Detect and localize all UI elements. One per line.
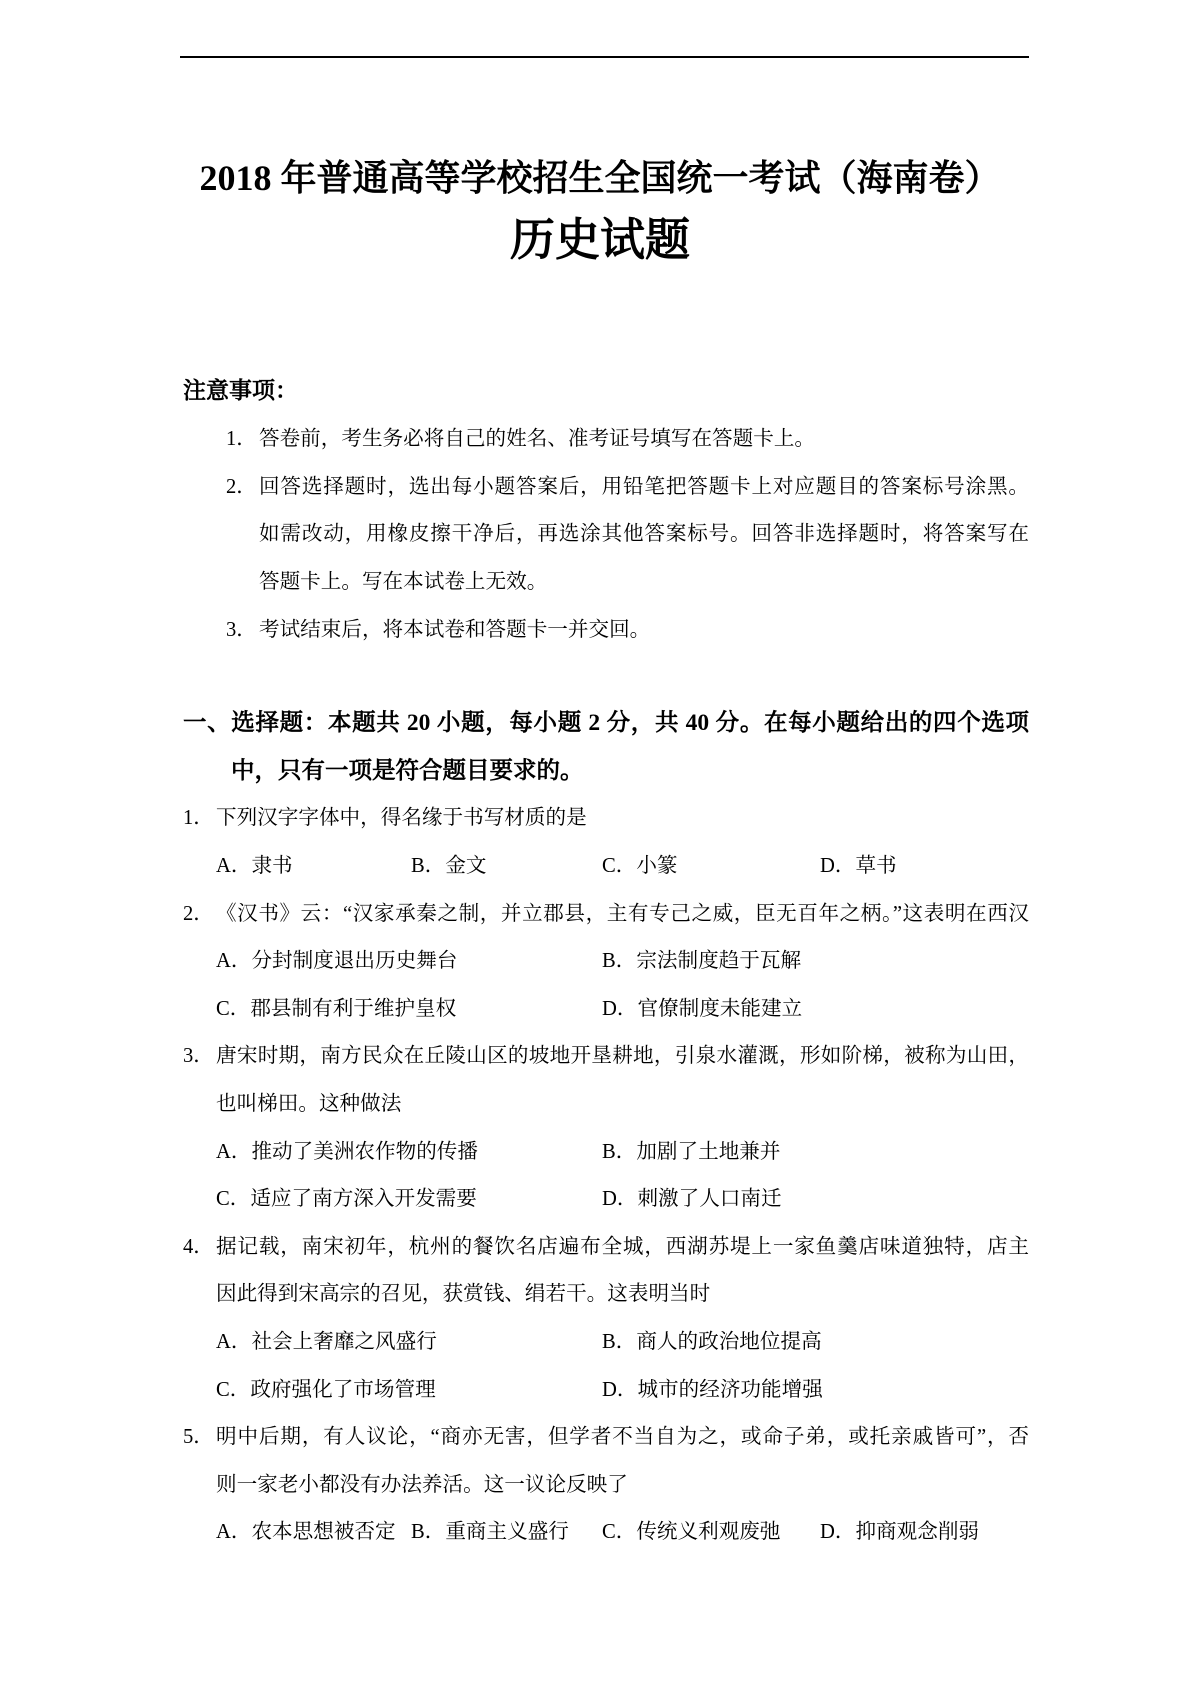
- option-text: 金文: [445, 854, 487, 877]
- option-label: B．: [411, 1521, 446, 1544]
- notice-item-number: 2．: [226, 475, 257, 498]
- option-text: 传统义利观废弛: [636, 1521, 781, 1544]
- options-row: [0, 1509, 1200, 1557]
- option-text: 推动了美洲农作物的传播: [251, 1140, 478, 1163]
- exam-subject-title: 历史试题: [509, 215, 690, 265]
- question-stem-text: 也叫梯田。这种做法: [216, 1092, 402, 1115]
- options-row: [0, 986, 1200, 1034]
- question: [0, 1033, 1200, 1223]
- option-a: [216, 938, 457, 986]
- section-heading-text: 中，只有一项是符合题目要求的。: [231, 757, 584, 784]
- option-text: 郡县制有利于维护皇权: [250, 997, 457, 1020]
- option-text: 小篆: [636, 854, 678, 877]
- option-text: 抑商观念削弱: [855, 1521, 980, 1544]
- notice-item-number: 1．: [226, 428, 257, 451]
- question-stem-text: 据记载，南宋初年，杭州的餐饮名店遍布全城，西湖苏堤上一家鱼羹店味道独特，店主: [216, 1235, 1029, 1258]
- question-stem-line: [0, 1033, 1200, 1081]
- option-b: [411, 843, 487, 891]
- notice-item-text: 如需改动，用橡皮擦干净后，再选涂其他答案标号。回答非选择题时，将答案写在: [259, 523, 1029, 546]
- option-label: D．: [602, 1188, 638, 1211]
- option-label: C．: [602, 1521, 637, 1544]
- option-label: D．: [820, 1521, 856, 1544]
- option-text: 加剧了土地兼并: [636, 1140, 781, 1163]
- option-text: 商人的政治地位提高: [636, 1330, 822, 1353]
- question-stem-text: 下列汉字字体中，得名缘于书写材质的是: [216, 807, 587, 830]
- option-text: 草书: [855, 854, 897, 877]
- notice-item-text: 回答选择题时，选出每小题答案后，用铅笔把答题卡上对应题目的答案标号涂黑。: [259, 475, 1029, 498]
- option-label: C．: [216, 1378, 251, 1401]
- question: [0, 795, 1200, 890]
- section-heading-text: 一、选择题：本题共 20 小题，每小题 2 分，共 40 分。在每小题给出的四个选项: [183, 710, 1029, 737]
- question-stem-line: [0, 1414, 1200, 1462]
- option-text: 刺激了人口南迁: [637, 1188, 782, 1211]
- section-heading-line: [0, 748, 1200, 796]
- notice-line: [0, 607, 1200, 655]
- option-text: 官僚制度未能建立: [637, 997, 803, 1020]
- notice-heading: 注意事项：: [183, 378, 298, 403]
- option-b: [602, 1129, 781, 1177]
- option-a: [216, 843, 293, 891]
- question-stem-text: 则一家老小都没有办法养活。这一议论反映了: [216, 1473, 628, 1496]
- question-number: 1．: [183, 807, 214, 830]
- option-d: [820, 843, 897, 891]
- notice-item-text: 答卷前，考生务必将自己的姓名、准考证号填写在答题卡上。: [259, 428, 816, 451]
- option-label: C．: [602, 854, 637, 877]
- option-label: B．: [602, 950, 637, 973]
- options-row: [0, 1129, 1200, 1177]
- notice-line: [0, 511, 1200, 559]
- option-d: [602, 986, 802, 1034]
- option-a: [216, 1319, 437, 1367]
- option-label: A．: [216, 1330, 252, 1353]
- notice-item-text: 考试结束后，将本试卷和答题卡一并交回。: [259, 618, 651, 641]
- options-row: [0, 1176, 1200, 1224]
- question-stem-line: [0, 1224, 1200, 1272]
- notice-list: [0, 416, 1200, 654]
- option-text: 重商主义盛行: [445, 1521, 569, 1544]
- question-stem-line: [0, 795, 1200, 843]
- option-text: 城市的经济功能增强: [637, 1378, 823, 1401]
- option-text: 农本思想被否定: [251, 1521, 396, 1544]
- question-stem-text: 唐宋时期，南方民众在丘陵山区的坡地开垦耕地，引泉水灌溉，形如阶梯，被称为山田，: [216, 1045, 1029, 1068]
- question-stem-line: [0, 1271, 1200, 1319]
- option-label: D．: [820, 854, 856, 877]
- option-d: [602, 1176, 782, 1224]
- option-text: 适应了南方深入开发需要: [250, 1188, 477, 1211]
- option-label: A．: [216, 854, 252, 877]
- option-label: A．: [216, 1521, 252, 1544]
- option-text: 宗法制度趋于瓦解: [636, 950, 802, 973]
- notice-item-number: 3．: [226, 618, 257, 641]
- option-b: [602, 938, 801, 986]
- notice-item-text: 答题卡上。写在本试卷上无效。: [259, 570, 548, 593]
- question: [0, 1224, 1200, 1414]
- option-label: C．: [216, 997, 251, 1020]
- question-stem-text: 《汉书》云：“汉家承秦之制，并立郡县，主有专己之威，臣无百年之柄。”这表明在西汉: [216, 902, 1029, 925]
- notice-line: [0, 464, 1200, 512]
- option-text: 社会上奢靡之风盛行: [251, 1330, 437, 1353]
- section-heading-line: [0, 700, 1200, 748]
- option-c: [216, 1367, 436, 1415]
- option-b: [602, 1319, 822, 1367]
- options-row: [0, 1319, 1200, 1367]
- notice-item: [0, 607, 1200, 655]
- multiple-choice-section: [0, 700, 1200, 1557]
- question-stem-line: [0, 891, 1200, 939]
- option-c: [602, 843, 678, 891]
- option-d: [820, 1509, 979, 1557]
- option-c: [216, 1176, 477, 1224]
- option-c: [602, 1509, 781, 1557]
- option-label: C．: [216, 1188, 251, 1211]
- option-label: A．: [216, 950, 252, 973]
- question-number: 3．: [183, 1045, 214, 1068]
- question-number: 5．: [183, 1426, 214, 1449]
- option-label: D．: [602, 997, 638, 1020]
- question-stem-line: [0, 1462, 1200, 1510]
- option-text: 分封制度退出历史舞台: [251, 950, 458, 973]
- options-row: [0, 843, 1200, 891]
- option-label: B．: [411, 854, 446, 877]
- option-a: [216, 1509, 396, 1557]
- option-label: A．: [216, 1140, 252, 1163]
- question: [0, 1414, 1200, 1557]
- option-c: [216, 986, 456, 1034]
- option-label: D．: [602, 1378, 638, 1401]
- option-d: [602, 1367, 823, 1415]
- option-label: B．: [602, 1140, 637, 1163]
- question-stem-text: 因此得到宋高宗的召见，获赏钱、绢若干。这表明当时: [216, 1283, 711, 1306]
- option-text: 政府强化了市场管理: [250, 1378, 436, 1401]
- option-b: [411, 1509, 569, 1557]
- notice-item: [0, 416, 1200, 464]
- notice-line: [0, 559, 1200, 607]
- question-stem-line: [0, 1081, 1200, 1129]
- question: [0, 891, 1200, 1034]
- notice-item: [0, 464, 1200, 607]
- exam-title: 2018 年普通高等学校招生全国统一考试（海南卷）: [199, 158, 1001, 198]
- option-text: 隶书: [251, 854, 293, 877]
- question-number: 4．: [183, 1235, 214, 1258]
- question-number: 2．: [183, 902, 214, 925]
- notice-line: [0, 416, 1200, 464]
- option-a: [216, 1129, 478, 1177]
- options-row: [0, 1367, 1200, 1415]
- option-label: B．: [602, 1330, 637, 1353]
- header-rule: [180, 56, 1029, 58]
- options-row: [0, 938, 1200, 986]
- question-stem-text: 明中后期，有人议论，“商亦无害，但学者不当自为之，或命子弟，或托亲戚皆可”，否: [216, 1426, 1029, 1449]
